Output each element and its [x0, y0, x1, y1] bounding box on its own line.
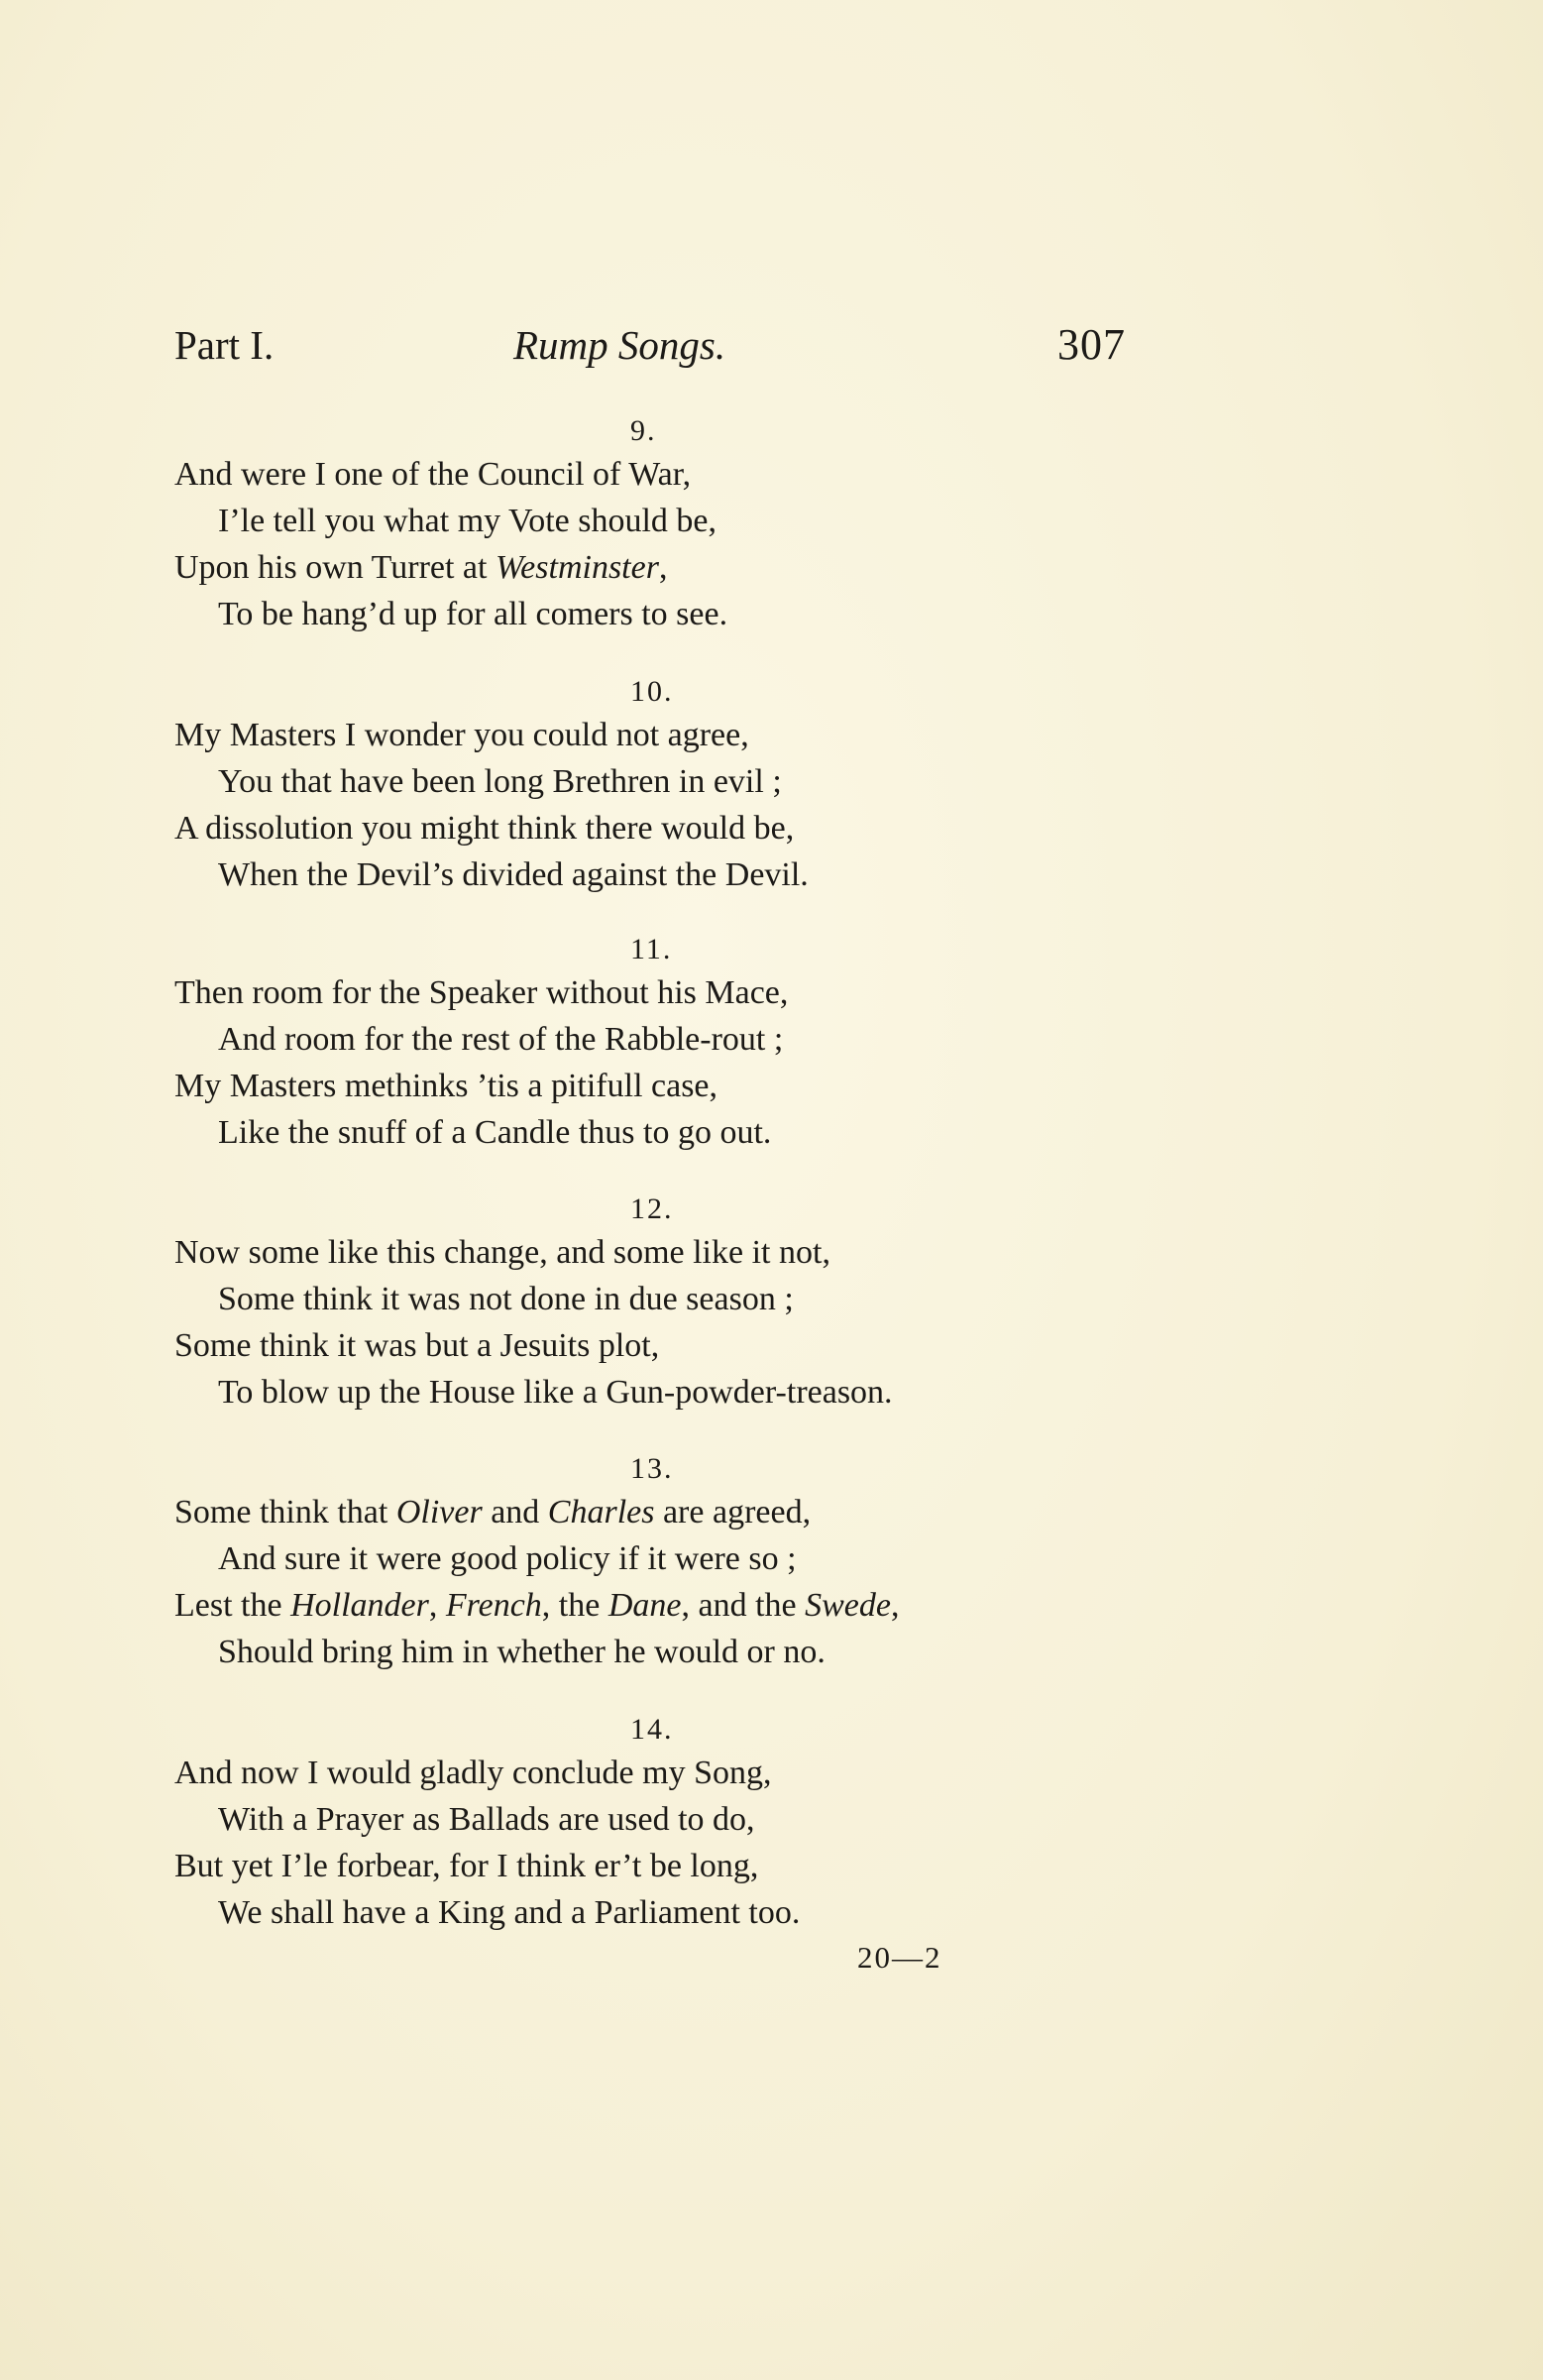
stanza	[174, 1190, 1126, 1416]
verse-line: Upon his own Turret at Westminster,	[174, 549, 668, 586]
verse-line: To be hang’d up for all comers to see.	[218, 596, 728, 632]
verse-line: And were I one of the Council of War,	[174, 456, 692, 493]
stanza-number: 13.	[630, 1452, 674, 1485]
verse-line: And now I would gladly conclude my Song,	[174, 1755, 772, 1791]
stanza-number: 9.	[630, 414, 657, 447]
running-title: Rump Songs.	[513, 322, 726, 368]
stanza-number: 11.	[630, 933, 673, 965]
verse-line: Now some like this change, and some like it not,	[174, 1234, 830, 1271]
stanza	[174, 1710, 1126, 1936]
verse-line: Some think it was but a Jesuits plot,	[174, 1327, 660, 1364]
verse-line: You that have been long Brethren in evil ;	[218, 763, 782, 800]
verse-line: With a Prayer as Ballads are used to do,	[218, 1801, 755, 1838]
verse-line: When the Devil’s divided against the Devil.	[218, 856, 809, 893]
stanza-number: 14.	[630, 1713, 674, 1746]
verse-line: My Masters I wonder you could not agree,	[174, 717, 749, 753]
stanza	[174, 672, 1126, 898]
page-number: 307	[1057, 320, 1126, 369]
verse-line: Then room for the Speaker without his Mace,	[174, 974, 789, 1011]
verse-line: Some think that Oliver and Charles are agreed,	[174, 1494, 812, 1530]
verse-line: Some think it was not done in due season ;	[218, 1281, 794, 1317]
verse-line: Lest the Hollander, French, the Dane, and the Swede,	[174, 1587, 900, 1624]
part-label: Part I.	[174, 322, 275, 368]
verse-line: Should bring him in whether he would or no.	[218, 1634, 826, 1670]
verse-line: I’le tell you what my Vote should be,	[218, 503, 717, 539]
verse-line: But yet I’le forbear, for I think er’t be long,	[174, 1848, 759, 1884]
verse-line: And room for the rest of the Rabble-rout ;	[218, 1021, 784, 1058]
verse-line: We shall have a King and a Parliament too.	[218, 1894, 801, 1931]
signature-mark: 20—2	[857, 1940, 942, 1975]
stanza	[174, 1449, 1126, 1675]
verse-line: And sure it were good policy if it were so ;	[218, 1540, 797, 1577]
running-header	[174, 315, 1126, 375]
verse-line: My Masters methinks ’tis a pitifull case,	[174, 1068, 718, 1104]
verse-line: Like the snuff of a Candle thus to go out.	[218, 1114, 772, 1151]
verse-line: To blow up the House like a Gun-powder-treason.	[218, 1374, 893, 1411]
verse-line: A dissolution you might think there would be,	[174, 810, 795, 847]
stanza	[174, 411, 1126, 637]
stanza-number: 12.	[630, 1192, 674, 1225]
stanza-number: 10.	[630, 675, 674, 708]
stanza	[174, 930, 1126, 1156]
